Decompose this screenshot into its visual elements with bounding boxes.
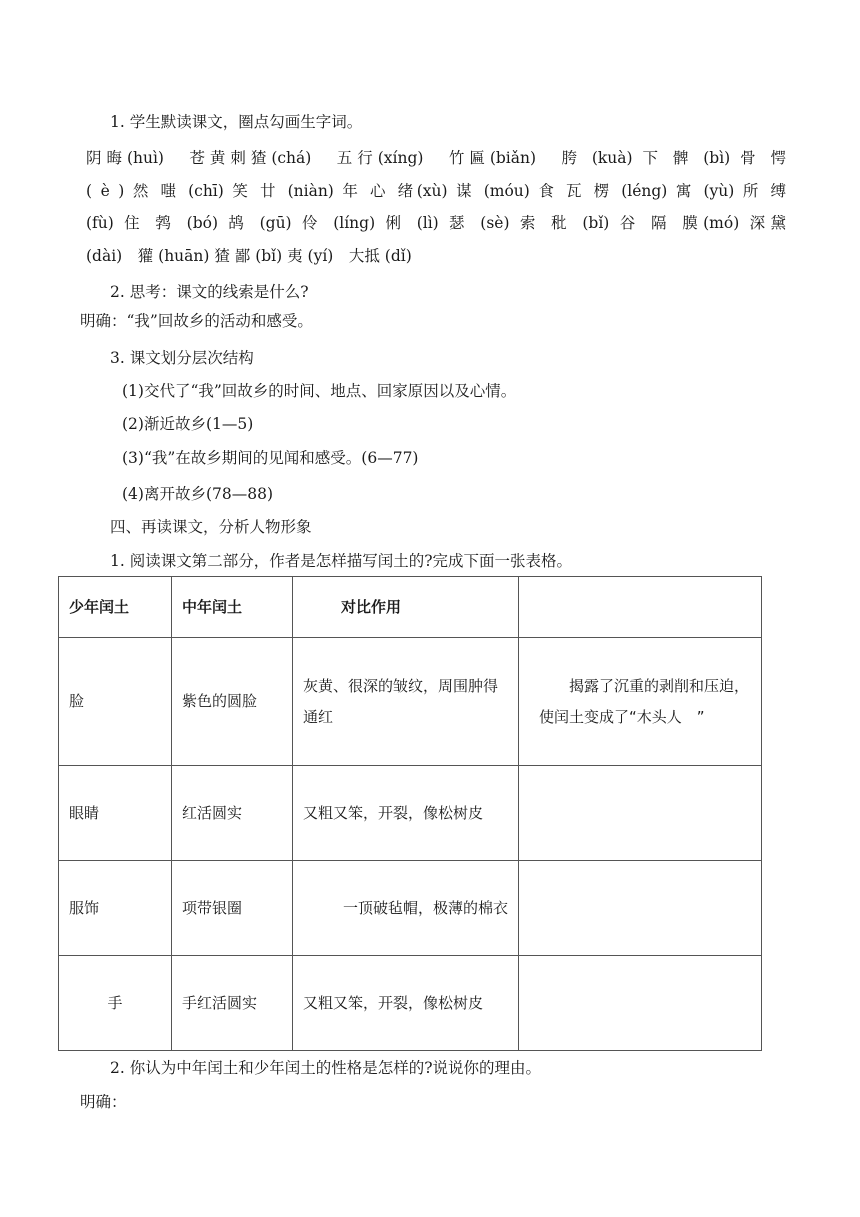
table-cell	[519, 956, 762, 1051]
vocab-row: ( è ) 然 嗤 (chī) 笑 廿 (niàn) 年 心 绪(xù) 谋 (móu) 食 瓦 楞 (léng) 寓 (yù) 所 缚	[86, 181, 786, 200]
table-cell	[519, 861, 762, 956]
table-row	[59, 638, 762, 766]
table-cell	[519, 766, 762, 861]
step3-heading: 3. 课文划分层次结构	[110, 349, 254, 367]
table-cell: 又粗又笨，开裂，像松树皮	[293, 956, 519, 1051]
table-cell: 手红活圆实	[172, 956, 293, 1051]
vocab-row: 阴晦(huì) 苍黄刺猹(chá) 五行(xíng) 竹匾(biǎn) 胯 (kuà) 下 髀 (bì) 骨 愕	[86, 149, 786, 167]
header-cell: 中年闰土	[172, 577, 293, 638]
table-cell: 手	[59, 956, 172, 1051]
table-cell: 脸	[59, 638, 172, 766]
comparison-table	[58, 576, 762, 1051]
vocabulary-list	[86, 142, 786, 272]
structure-item: (2)渐近故乡(1—5)	[122, 415, 254, 433]
structure-item: (3)“我”在故乡期间的见闻和感受。(6—77)	[122, 449, 419, 467]
table-cell: 灰黄、很深的皱纹，周围肿得通红	[293, 638, 519, 766]
task2-question: 2. 你认为中年闰土和少年闰土的性格是怎样的?说说你的理由。	[110, 1059, 542, 1077]
vocab-row: (fù) 住 鹁 (bó) 鸪 (gū) 伶 (líng) 俐 (lì) 瑟 (sè) 索 秕 (bǐ) 谷 隔 膜(mó) 深黛	[86, 214, 786, 232]
header-cell: 少年闰土	[59, 577, 172, 638]
task1-instruction: 1. 阅读课文第二部分，作者是怎样描写闰土的?完成下面一张表格。	[110, 552, 573, 570]
table-cell: 服饰	[59, 861, 172, 956]
table-row	[59, 861, 762, 956]
table-cell: 揭露了沉重的剥削和压迫，使闰土变成了“木头人 ”	[519, 638, 762, 766]
table-cell: 又粗又笨，开裂，像松树皮	[293, 766, 519, 861]
step1-instruction: 1. 学生默读课文，圈点勾画生字词。	[110, 113, 363, 131]
table-cell: 紫色的圆脸	[172, 638, 293, 766]
task2-answer-label: 明确：	[80, 1093, 127, 1111]
table-row	[59, 766, 762, 861]
table-row	[59, 956, 762, 1051]
table-cell: 红活圆实	[172, 766, 293, 861]
table-cell: 项带银圈	[172, 861, 293, 956]
table-header-row	[59, 577, 762, 638]
header-cell: 对比作用	[293, 577, 519, 638]
header-cell	[519, 577, 762, 638]
section4-heading: 四、再读课文，分析人物形象	[110, 518, 312, 536]
table-cell: 眼睛	[59, 766, 172, 861]
vocab-row: (dài) 獾 (huān) 猹 鄙 (bǐ) 夷 (yí) 大抵 (dǐ)	[86, 246, 412, 265]
structure-item: (4)离开故乡(78—88)	[122, 485, 273, 503]
table-cell: 一顶破毡帽，极薄的棉衣	[293, 861, 519, 956]
structure-item: (1)交代了“我”回故乡的时间、地点、回家原因以及心情。	[122, 382, 517, 400]
step2-question: 2. 思考：课文的线索是什么?	[110, 283, 309, 301]
step2-answer: 明确：“我”回故乡的活动和感受。	[80, 312, 313, 330]
